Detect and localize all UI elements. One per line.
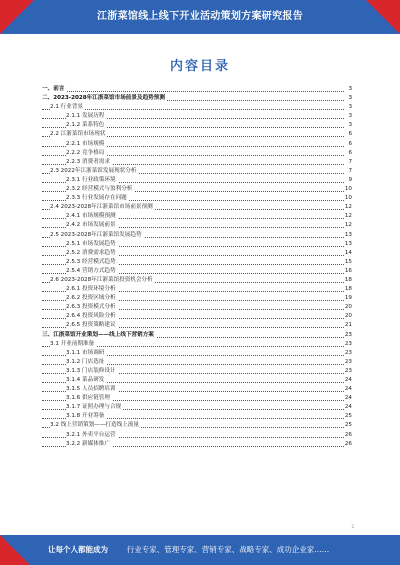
toc-entry-page: 24 bbox=[344, 385, 352, 394]
toc-entry-page: 14 bbox=[344, 249, 352, 258]
toc-entry-page: 23 bbox=[344, 349, 352, 358]
toc-entry[interactable] bbox=[42, 303, 352, 312]
toc-entry[interactable] bbox=[42, 240, 352, 249]
toc-entry-page: 15 bbox=[344, 258, 352, 267]
toc-entry[interactable] bbox=[42, 412, 352, 421]
toc-entry-label: 2.5.2 消费需求趋势 bbox=[66, 249, 118, 258]
toc-entry-page: 24 bbox=[344, 376, 352, 385]
toc-entry-page: 3 bbox=[347, 112, 352, 121]
toc-entry-label: 2.3.1 行业政策环境 bbox=[66, 176, 118, 185]
toc-entry-label: 2.6.5 投资策略建议 bbox=[66, 321, 118, 330]
toc-entry-page: 12 bbox=[344, 212, 352, 221]
toc-entry[interactable] bbox=[42, 358, 352, 367]
toc-entry-label: 2.4 2023-2028年江浙菜馆市场前景预测 bbox=[50, 203, 155, 212]
toc-entry[interactable] bbox=[42, 231, 352, 240]
toc-entry[interactable] bbox=[42, 140, 352, 149]
toc-entry-label: 2.4.1 市场规模预测 bbox=[66, 212, 118, 221]
toc-entry-label: 3.2.1 外卖平台运营 bbox=[66, 431, 118, 440]
toc-entry-label: 3.1.8 开业筹备 bbox=[66, 412, 106, 421]
toc-entry[interactable] bbox=[42, 312, 352, 321]
toc-entry-label: 2.6 2023-2028年江浙菜馆投资机会分析 bbox=[50, 276, 155, 285]
toc-entry-page: 23 bbox=[344, 358, 352, 367]
toc-entry-page: 20 bbox=[344, 312, 352, 321]
toc-entry-label: 3.2.2 新媒体推广 bbox=[66, 440, 112, 449]
toc-entry-page: 6 bbox=[347, 149, 352, 158]
toc-entry-page: 25 bbox=[344, 421, 352, 430]
toc-entry[interactable] bbox=[42, 294, 352, 303]
toc-entry[interactable] bbox=[42, 149, 352, 158]
toc-entry[interactable] bbox=[42, 203, 352, 212]
toc-entry-label: 2.6.4 投资风险分析 bbox=[66, 312, 118, 321]
toc-entry-label: 2.3.3 行业发展存在问题 bbox=[66, 194, 129, 203]
toc-entry[interactable] bbox=[42, 349, 352, 358]
toc-entry-page: 23 bbox=[344, 367, 352, 376]
toc-entry[interactable] bbox=[42, 267, 352, 276]
toc-entry-page: 26 bbox=[344, 431, 352, 440]
toc-entry[interactable] bbox=[42, 285, 352, 294]
toc-entry[interactable] bbox=[42, 158, 352, 167]
toc-entry-page: 10 bbox=[344, 194, 352, 203]
footer-slogan bbox=[48, 535, 329, 565]
toc-entry-page: 6 bbox=[347, 140, 352, 149]
toc-entry-page: 23 bbox=[344, 340, 352, 349]
toc-entry-label: 2.5.4 营销方式趋势 bbox=[66, 267, 118, 276]
toc-entry-page: 12 bbox=[344, 221, 352, 230]
toc-entry-label: 3.1.6 供应链管理 bbox=[66, 394, 112, 403]
toc-entry-label: 2.4.2 市场发展前景 bbox=[66, 221, 118, 230]
toc-entry-label: 3.1.4 菜品研发 bbox=[66, 376, 106, 385]
toc-entry[interactable] bbox=[42, 194, 352, 203]
toc-entry[interactable] bbox=[42, 376, 352, 385]
toc-entry-label: 2.6.2 投资区域分析 bbox=[66, 294, 118, 303]
toc-entry-page: 26 bbox=[344, 440, 352, 449]
toc-entry-label: 2.1 行业背景 bbox=[50, 103, 85, 112]
toc-entry-page: 6 bbox=[347, 130, 352, 139]
toc-entry[interactable] bbox=[42, 403, 352, 412]
toc-entry[interactable] bbox=[42, 212, 352, 221]
toc-entry[interactable] bbox=[42, 221, 352, 230]
toc-entry[interactable] bbox=[42, 431, 352, 440]
toc-entry-label: 2.5.1 市场发展趋势 bbox=[66, 240, 118, 249]
toc-entry-label: 2.2.3 消费者需求 bbox=[66, 158, 112, 167]
toc-entry-label: 2.3 2022年江浙菜馆发展现状分析 bbox=[50, 167, 138, 176]
toc-entry-page: 13 bbox=[344, 231, 352, 240]
toc-entry-label: 2.5 2023-2028年江浙菜馆发展趋势 bbox=[50, 231, 144, 240]
toc-entry-page: 9 bbox=[347, 176, 352, 185]
toc-entry-label: 3.1.5 人员招聘培训 bbox=[66, 385, 118, 394]
toc-entry-page: 13 bbox=[344, 240, 352, 249]
toc-entry-page: 24 bbox=[344, 403, 352, 412]
toc-entry[interactable] bbox=[42, 440, 352, 449]
toc-entry[interactable] bbox=[42, 367, 352, 376]
toc-entry[interactable] bbox=[42, 385, 352, 394]
toc-entry-page: 24 bbox=[344, 394, 352, 403]
toc-entry-label: 3.1.3 门店装修设计 bbox=[66, 367, 118, 376]
toc-entry-label: 2.6.3 投资模式分析 bbox=[66, 303, 118, 312]
table-of-contents bbox=[42, 85, 352, 449]
toc-entry-label: 3.1 开业前期准备 bbox=[50, 340, 96, 349]
toc-entry-label: 2.3.2 经营模式与盈利分析 bbox=[66, 185, 134, 194]
toc-entry[interactable] bbox=[42, 421, 352, 430]
footer-accent bbox=[0, 535, 30, 565]
toc-entry-label: 2.2.1 市场规模 bbox=[66, 140, 106, 149]
toc-entry-label: 三、江浙菜馆开业策划——线上线下营销方案 bbox=[42, 331, 156, 340]
toc-entry-page: 3 bbox=[347, 85, 352, 94]
toc-entry-label: 3.1.1 市场调研 bbox=[66, 349, 106, 358]
document-header bbox=[0, 0, 400, 34]
toc-entry[interactable] bbox=[42, 331, 352, 340]
toc-entry-page: 18 bbox=[344, 276, 352, 285]
toc-leader-dots bbox=[42, 109, 344, 110]
toc-entry-page: 18 bbox=[344, 285, 352, 294]
page-number: 2 bbox=[351, 524, 354, 529]
toc-entry[interactable] bbox=[42, 94, 352, 103]
toc-entry[interactable] bbox=[42, 112, 352, 121]
toc-entry[interactable] bbox=[42, 121, 352, 130]
footer-lead: 让每个人都能成为 bbox=[48, 545, 108, 554]
toc-entry-page: 7 bbox=[347, 167, 352, 176]
toc-entry[interactable] bbox=[42, 85, 352, 94]
toc-entry-page: 21 bbox=[344, 321, 352, 330]
toc-entry-page: 3 bbox=[347, 94, 352, 103]
toc-entry[interactable] bbox=[42, 276, 352, 285]
toc-entry[interactable] bbox=[42, 340, 352, 349]
toc-entry[interactable] bbox=[42, 176, 352, 185]
toc-entry-label: 一、前言 bbox=[42, 85, 66, 94]
document-footer bbox=[0, 535, 400, 565]
toc-entry-label: 3.2 线上营销策划——打造线上流量 bbox=[50, 421, 141, 430]
toc-entry[interactable] bbox=[42, 394, 352, 403]
toc-entry-label: 2.6.1 投资环境分析 bbox=[66, 285, 118, 294]
toc-entry-page: 10 bbox=[344, 185, 352, 194]
toc-entry-label: 2.2.2 竞争格局 bbox=[66, 149, 106, 158]
toc-entry-page: 3 bbox=[347, 121, 352, 130]
toc-leader-dots bbox=[42, 91, 344, 92]
toc-heading: 内容目录 bbox=[169, 59, 230, 74]
toc-entry-label: 2.1.1 发展历程 bbox=[66, 112, 106, 121]
toc-entry-page: 25 bbox=[344, 412, 352, 421]
toc-entry-page: 20 bbox=[344, 303, 352, 312]
toc-entry-label: 二、2023-2028年江浙菜馆市场前景及趋势预测 bbox=[42, 94, 167, 103]
toc-entry-page: 7 bbox=[347, 158, 352, 167]
toc-entry[interactable] bbox=[42, 103, 352, 112]
toc-entry-page: 12 bbox=[344, 203, 352, 212]
toc-entry-label: 2.2 江浙菜馆市场现状 bbox=[50, 130, 107, 139]
toc-entry[interactable] bbox=[42, 185, 352, 194]
toc-entry-page: 19 bbox=[344, 294, 352, 303]
toc-entry-label: 3.1.2 门店选址 bbox=[66, 358, 106, 367]
toc-entry-label: 3.1.7 证照办理与合规 bbox=[66, 403, 123, 412]
toc-entry-page: 16 bbox=[344, 267, 352, 276]
toc-entry-page: 3 bbox=[347, 103, 352, 112]
toc-entry-label: 2.5.3 经营模式趋势 bbox=[66, 258, 118, 267]
footer-text: 行业专家、管理专家、营销专家、战略专家、成功企业家…… bbox=[126, 545, 330, 554]
toc-entry[interactable] bbox=[42, 130, 352, 139]
toc-entry[interactable] bbox=[42, 249, 352, 258]
report-title: 江浙菜馆线上线下开业活动策划方案研究报告 bbox=[97, 11, 303, 22]
toc-entry[interactable] bbox=[42, 321, 352, 330]
toc-entry-page: 23 bbox=[344, 331, 352, 340]
toc-entry[interactable] bbox=[42, 167, 352, 176]
toc-entry-label: 2.1.2 菜系特色 bbox=[66, 121, 106, 130]
toc-entry[interactable] bbox=[42, 258, 352, 267]
